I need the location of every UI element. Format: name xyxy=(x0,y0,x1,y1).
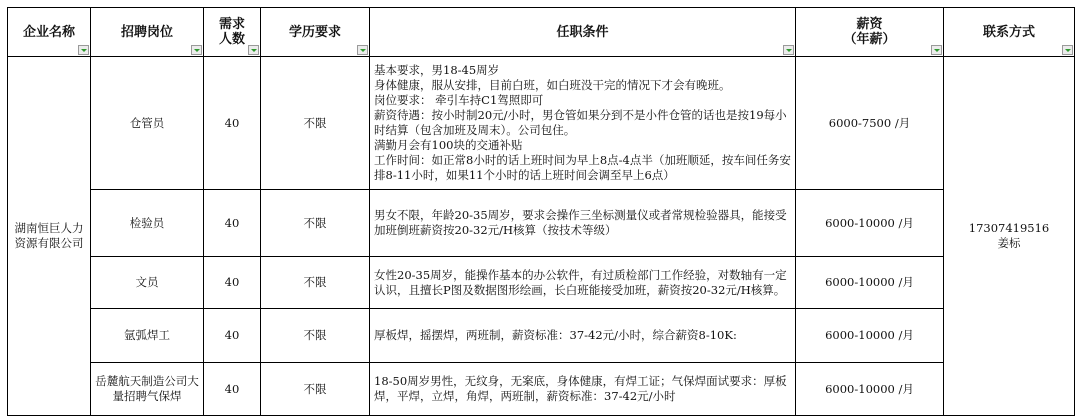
filter-dropdown-icon[interactable] xyxy=(783,45,794,55)
headcount-cell: 40 xyxy=(204,309,261,363)
filter-dropdown-icon[interactable] xyxy=(357,45,368,55)
header-position xyxy=(91,8,204,57)
salary-cell: 6000-10000 /月 xyxy=(796,257,944,309)
header-contact xyxy=(944,8,1075,57)
position-cell: 氩弧焊工 xyxy=(91,309,204,363)
header-salary xyxy=(796,8,944,57)
contact-phone: 17307419516 xyxy=(968,221,1050,235)
education-cell: 不限 xyxy=(261,309,370,363)
header-row xyxy=(8,8,1075,57)
salary-cell: 6000-10000 /月 xyxy=(796,363,944,416)
header-salary-label-1: 薪资 xyxy=(856,17,883,32)
header-headcount xyxy=(204,8,261,57)
contact-cell xyxy=(944,57,1075,416)
education-cell: 不限 xyxy=(261,257,370,309)
requirements-cell: 18-50周岁男性，无纹身，无案底，身体健康，有焊工证；气保焊面试要求：厚板焊，平焊，立焊，角焊，两班制，薪资标准：37-42元/小时 xyxy=(370,363,796,416)
education-cell: 不限 xyxy=(261,57,370,190)
header-requirements-label: 任职条件 xyxy=(556,24,609,40)
filter-dropdown-icon[interactable] xyxy=(191,45,202,55)
headcount-cell: 40 xyxy=(204,363,261,416)
requirements-cell: 女性20-35周岁，能操作基本的办公软件，有过质检部门工作经验，对数轴有一定认识，且擅长P图及数据图形绘画，长白班能接受加班，薪资按20-32元/H核算。 xyxy=(370,257,796,309)
filter-dropdown-icon[interactable] xyxy=(1062,45,1073,55)
table-row xyxy=(8,363,1075,416)
filter-dropdown-icon[interactable] xyxy=(78,45,89,55)
header-headcount-label-1: 需求 xyxy=(218,17,245,32)
filter-dropdown-icon[interactable] xyxy=(931,45,942,55)
salary-cell: 6000-7500 /月 xyxy=(796,57,944,190)
contact-name: 姜标 xyxy=(997,236,1021,250)
filter-dropdown-icon[interactable] xyxy=(248,45,259,55)
header-requirements xyxy=(370,8,796,57)
table-row xyxy=(8,257,1075,309)
company-cell: 湖南恒巨人力资源有限公司 xyxy=(8,57,91,416)
header-company xyxy=(8,8,91,57)
header-education xyxy=(261,8,370,57)
header-headcount-label-2: 人数 xyxy=(218,32,245,47)
education-cell: 不限 xyxy=(261,190,370,257)
table-row xyxy=(8,309,1075,363)
table-row xyxy=(8,57,1075,190)
header-company-label: 企业名称 xyxy=(22,24,75,40)
education-cell: 不限 xyxy=(261,363,370,416)
header-education-label: 学历要求 xyxy=(288,24,341,40)
position-cell: 检验员 xyxy=(91,190,204,257)
table-row xyxy=(8,190,1075,257)
headcount-cell: 40 xyxy=(204,190,261,257)
recruitment-table xyxy=(7,7,1075,416)
requirements-cell: 男女不限，年龄20-35周岁，要求会操作三坐标测量仪或者常规检验器具，能接受加班倒班薪资按20-32元/H核算（按技术等级） xyxy=(370,190,796,257)
salary-cell: 6000-10000 /月 xyxy=(796,190,944,257)
headcount-cell: 40 xyxy=(204,257,261,309)
requirements-cell: 厚板焊，摇摆焊，两班制，薪资标准：37-42元/小时，综合薪资8-10K: xyxy=(370,309,796,363)
header-contact-label: 联系方式 xyxy=(982,24,1035,40)
position-cell: 文员 xyxy=(91,257,204,309)
headcount-cell: 40 xyxy=(204,57,261,190)
header-salary-label-2: （年薪） xyxy=(843,32,896,47)
requirements-cell: 基本要求，男18-45周岁 身体健康，服从安排，目前白班，如白班没干完的情况下才会有晚班。 岗位要求： 牵引车持C1驾照即可 薪资待遇：按小时制20元/小时，男仓管如果分到不是小件仓管的话也是按19每小时结算（包含加班及周末）。公司包住。 满勤月会有100块的交通补贴 工作时间：如正常8小时的话上班时间为早上8点-4点半（加班顺延，按车间任务安排8-11小时，如果11个小时的话上班时间会调至早上6点） xyxy=(370,57,796,190)
header-position-label: 招聘岗位 xyxy=(120,24,173,40)
salary-cell: 6000-10000 /月 xyxy=(796,309,944,363)
position-cell: 仓管员 xyxy=(91,57,204,190)
position-cell: 岳麓航天制造公司大量招聘气保焊 xyxy=(91,363,204,416)
